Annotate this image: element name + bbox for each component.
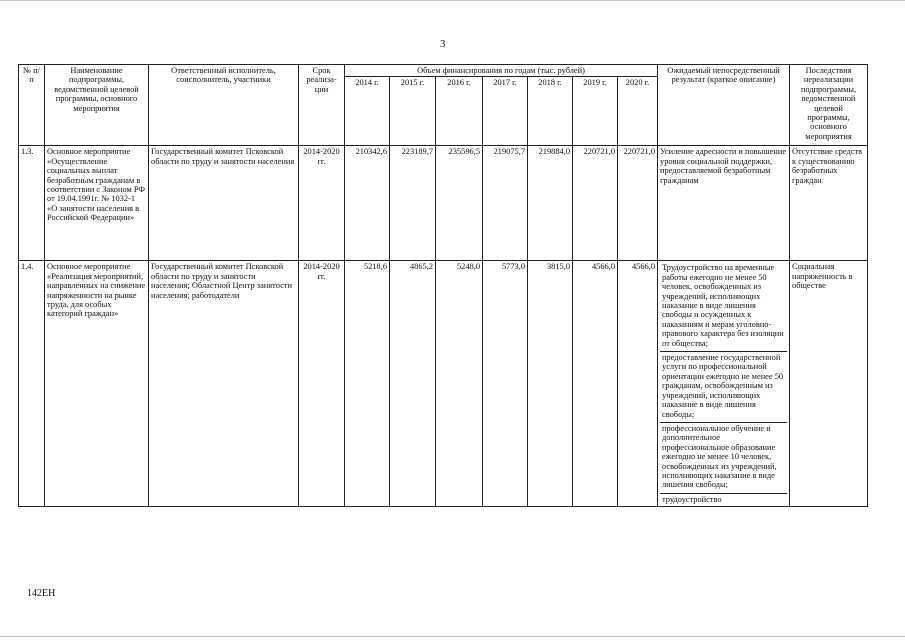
value-cell: 220721,0	[573, 146, 618, 261]
result-item: профессиональное обучение и дополнительное профессиональное образование ежегодно не менее 10 человек, освобожденных из учреждений, исполняющих наказание в виде лишения свободы;	[660, 423, 787, 494]
value-cell: 4566,0	[573, 261, 618, 507]
header-year: 2014 г.	[345, 77, 390, 146]
header-year: 2015 г.	[390, 77, 436, 146]
result-item: трудоустройство	[662, 494, 722, 504]
footer-code: 142ЕН	[27, 588, 56, 599]
value-cell: 5773,0	[483, 261, 528, 507]
responsible-executor: Государственный комитет Псковской области по труду и занятости населения	[149, 146, 299, 261]
header-year: 2018 г.	[528, 77, 573, 146]
measure-name: Основное мероприятие «Осуществление социальных выплат безработным гражданам в соответствии с Законом РФ от 19.04.1991г. № 1032-1 «О занятости населения в Российской Федерации»	[45, 146, 149, 261]
header-year: 2017 г.	[483, 77, 528, 146]
value-cell: 3815,0	[528, 261, 573, 507]
header-term: Срок реализа-ции	[299, 65, 345, 146]
row-number: 1.4.	[19, 261, 45, 507]
expected-result: Усиление адресности и повышение уровня социальной поддержки, предоставляемой безработным гражданам	[658, 146, 790, 261]
value-cell: 4865,2	[390, 261, 436, 507]
result-item: Трудоустройство на временные работы ежегодно не менее 50 человек, освобожденных из учреждений, исполняющих наказание в виде лишения свободы и осужденных к наказаниям и мерам уголовно-правового характера без изоляции от общества;	[660, 262, 787, 352]
table-row	[19, 146, 868, 261]
value-cell: 235596,5	[436, 146, 483, 261]
value-cell: 5218,6	[345, 261, 390, 507]
value-cell: 220721,0	[618, 146, 658, 261]
value-cell: 210342,6	[345, 146, 390, 261]
table-row	[19, 261, 868, 507]
header-year: 2016 г.	[436, 77, 483, 146]
row-number: 1.3.	[19, 146, 45, 261]
measure-name: Основное мероприятие «Реализация мероприятий, направленных на снижение напряженности на рынке труда, для особых категорий граждан»	[45, 261, 149, 507]
header-year: 2019 г.	[573, 77, 618, 146]
scan-top-edge	[0, 0, 905, 1]
value-cell: 223189,7	[390, 146, 436, 261]
term-cell: 2014-2020 гг.	[299, 146, 345, 261]
header-row-1	[19, 65, 868, 77]
page-number: 3	[440, 38, 446, 50]
consequences-cell: Социальная напряженность в обществе	[790, 261, 868, 507]
value-cell: 219884,0	[528, 146, 573, 261]
header-year: 2020 г.	[618, 77, 658, 146]
value-cell: 4566,0	[618, 261, 658, 507]
header-responsible: Ответственный исполнитель, соисполнитель, участники	[149, 65, 299, 146]
header-num: № п/п	[19, 65, 45, 146]
funding-table	[18, 64, 868, 507]
expected-result	[658, 261, 790, 507]
scan-bottom-edge	[0, 636, 905, 637]
header-name: Наименование подпрограммы, ведомственной целевой программы, основного мероприятия	[45, 65, 149, 146]
responsible-executor: Государственный комитет Псковской области по труду и занятости населения; Областной Центр занятости населения; работодатели	[149, 261, 299, 507]
value-cell: 219075,7	[483, 146, 528, 261]
result-item: предоставление государственной услуги по профессиональной ориентации ежегодно не менее 50 гражданам, освобожденным из учреждений, исполняющих наказание в виде лишения свободы;	[660, 352, 787, 423]
header-consequences: Последствия нереализации подпрограммы, ведомственной целевой программы, основного мероприятия	[790, 65, 868, 146]
consequences-cell: Отсутствие средств к существованию безработных граждан	[790, 146, 868, 261]
header-result: Ожидаемый непосредственный результат (краткое описание)	[658, 65, 790, 146]
value-cell: 5248,0	[436, 261, 483, 507]
term-cell: 2014-2020 гг.	[299, 261, 345, 507]
header-funding: Объем финансирования по годам (тыс. рублей)	[345, 65, 658, 77]
